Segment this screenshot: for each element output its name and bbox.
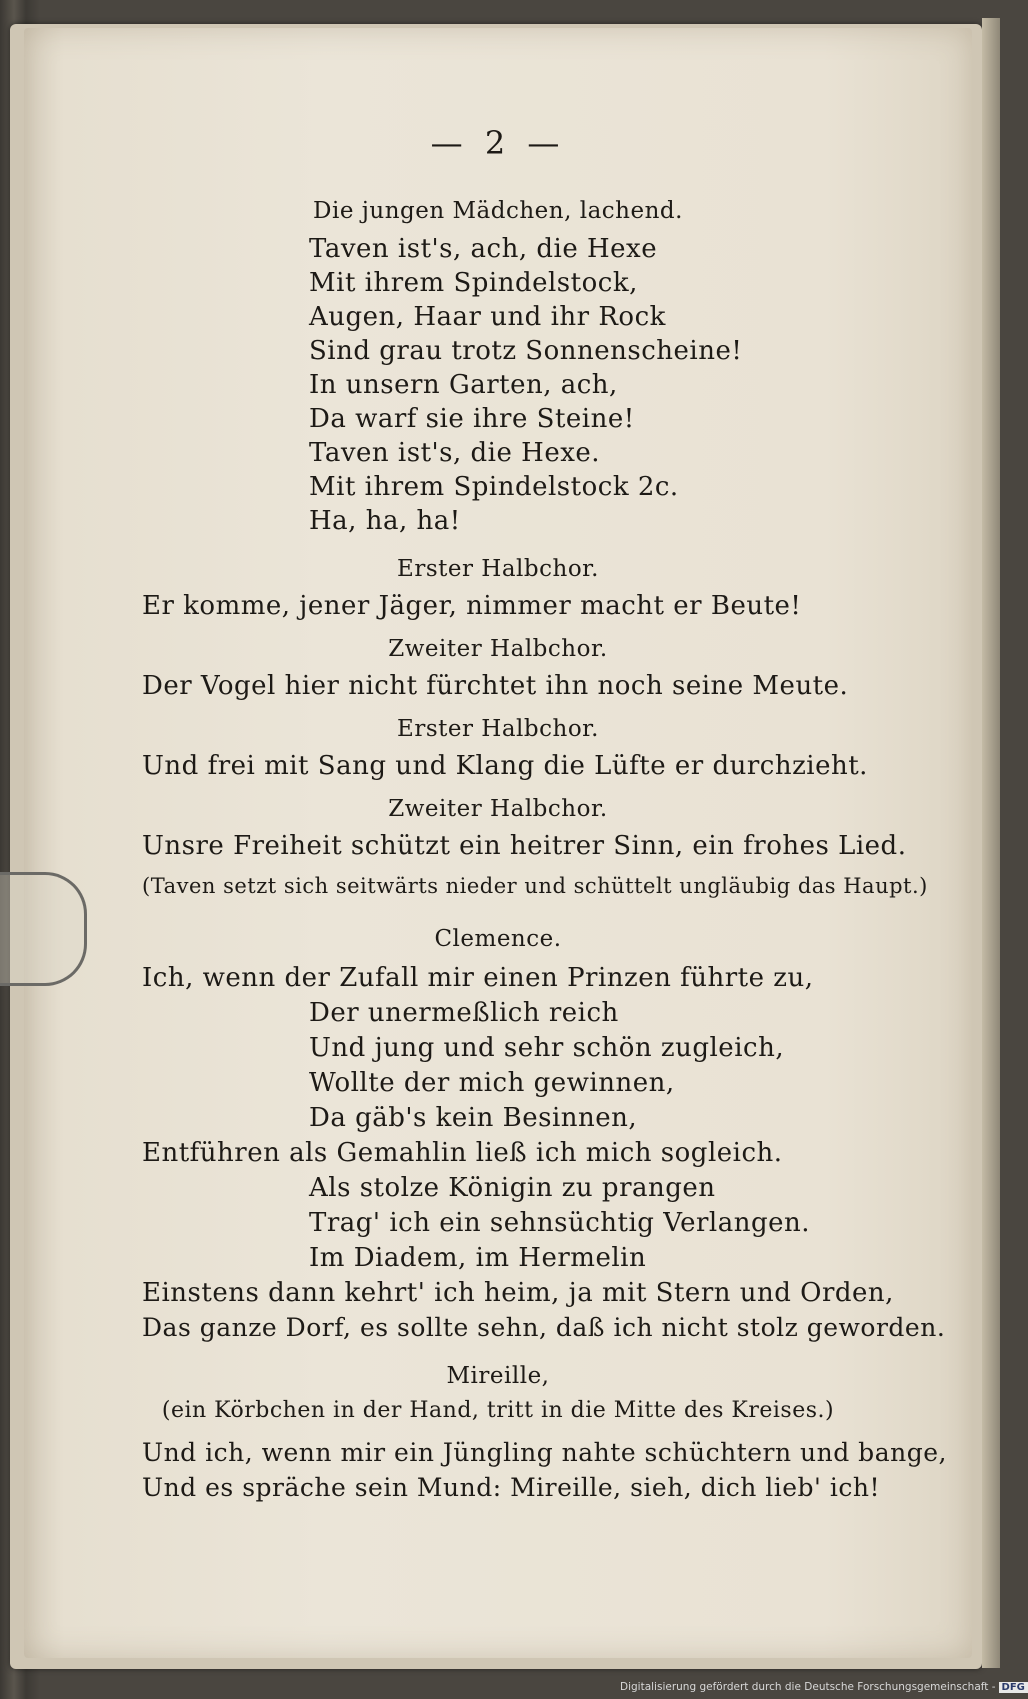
verse-line: Mit ihrem Spindelstock, bbox=[309, 268, 638, 298]
verse-line: Der unermeßlich reich bbox=[309, 998, 619, 1028]
stage-direction: (Taven setzt sich seitwärts nieder und schüttelt ungläubig das Haupt.) bbox=[142, 874, 928, 898]
verse-line: Als stolze Königin zu prangen bbox=[309, 1173, 716, 1203]
page-number: — 2 — bbox=[430, 124, 566, 162]
verse-line: Taven ist's, die Hexe. bbox=[309, 438, 601, 468]
speaker-heading: Mireille, bbox=[446, 1363, 550, 1389]
verse-line: Einstens dann kehrt' ich heim, ja mit Stern und Orden, bbox=[142, 1278, 894, 1308]
verse-line: Da warf sie ihre Steine! bbox=[309, 404, 635, 434]
dfg-logo: DFG bbox=[999, 1682, 1028, 1693]
verse-line: Ich, wenn der Zufall mir einen Prinzen führte zu, bbox=[142, 963, 814, 993]
speaker-heading: Erster Halbchor. bbox=[397, 556, 599, 582]
verse-line: Und es spräche sein Mund: Mireille, sieh, dich lieb' ich! bbox=[142, 1473, 880, 1502]
book-page bbox=[24, 28, 972, 1658]
verse-line: Taven ist's, ach, die Hexe bbox=[309, 234, 658, 264]
speaker-heading: Clemence. bbox=[434, 926, 562, 952]
verse-line: Wollte der mich gewinnen, bbox=[309, 1068, 675, 1098]
verse-line: Mit ihrem Spindelstock 2c. bbox=[309, 472, 679, 502]
verse-line: Sind grau trotz Sonnenscheine! bbox=[309, 336, 743, 366]
stage-direction: (ein Körbchen in der Hand, tritt in die Mitte des Kreises.) bbox=[161, 1398, 835, 1423]
speaker-heading: Erster Halbchor. bbox=[397, 716, 599, 742]
credit-text: Digitalisierung gefördert durch die Deutsche Forschungsgemeinschaft - bbox=[620, 1681, 996, 1693]
speaker-heading: Zweiter Halbchor. bbox=[388, 796, 608, 822]
verse-line: Und ich, wenn mir ein Jüngling nahte schüchtern und bange, bbox=[142, 1438, 947, 1467]
verse-line: Das ganze Dorf, es sollte sehn, daß ich nicht stolz geworden. bbox=[142, 1313, 946, 1342]
verse-line: Trag' ich ein sehnsüchtig Verlangen. bbox=[309, 1208, 811, 1238]
verse-line: Er komme, jener Jäger, nimmer macht er Beute! bbox=[142, 591, 802, 621]
verse-line: Augen, Haar und ihr Rock bbox=[309, 302, 666, 332]
verse-line: Und jung und sehr schön zugleich, bbox=[309, 1033, 785, 1063]
verse-line: Da gäb's kein Besinnen, bbox=[309, 1103, 638, 1133]
verse-line: Der Vogel hier nicht fürchtet ihn noch seine Meute. bbox=[142, 671, 849, 701]
page-edge bbox=[982, 18, 1000, 1668]
verse-line: In unsern Garten, ach, bbox=[309, 370, 618, 400]
digitization-credit bbox=[620, 1681, 1025, 1697]
verse-line: Ha, ha, ha! bbox=[309, 506, 461, 536]
verse-line: Und frei mit Sang und Klang die Lüfte er durchzieht. bbox=[142, 751, 868, 781]
verse-line: Entführen als Gemahlin ließ ich mich sogleich. bbox=[142, 1138, 783, 1168]
speaker-heading: Die jungen Mädchen, lachend. bbox=[313, 198, 683, 224]
verse-line: Unsre Freiheit schützt ein heitrer Sinn, ein frohes Lied. bbox=[142, 831, 907, 861]
page-tab-marker bbox=[0, 872, 87, 986]
speaker-heading: Zweiter Halbchor. bbox=[388, 636, 608, 662]
verse-line: Im Diadem, im Hermelin bbox=[309, 1243, 647, 1273]
